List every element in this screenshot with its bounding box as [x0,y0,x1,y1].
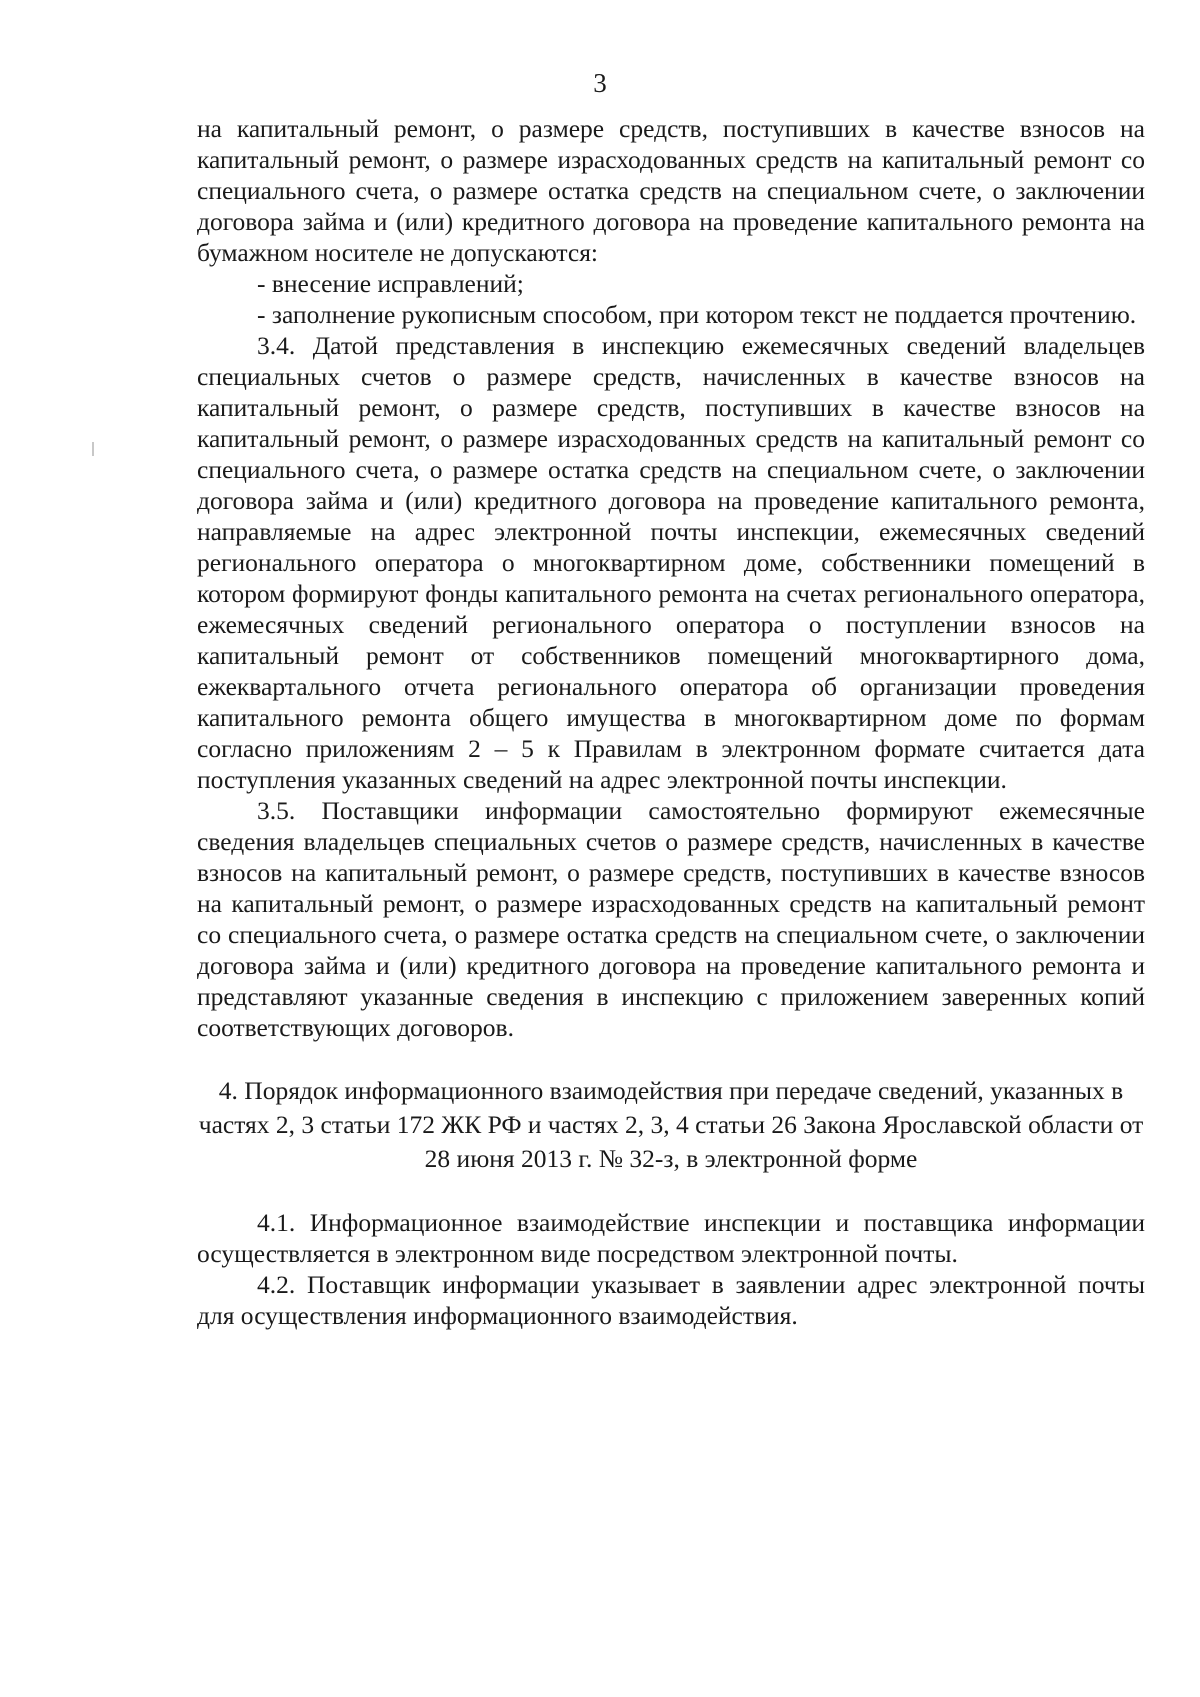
paragraph-continuation: на капитальный ремонт, о размере средств, поступивших в качестве взносов на капитальный ремонт, о размере израсходованных средств на капитальный ремонт со специального счета, о размере остатка средств на специальном счете, о заключении договора займа и (или) кредитного договора на проведение капитального ремонта на бумажном носителе не допускаются: [197,114,1145,267]
clause-4-1: 4.1. Информационное взаимодействие инспекции и поставщика информации осуществляется в электронном виде посредством электронной почты. [197,1208,1145,1268]
clause-3-5: 3.5. Поставщики информации самостоятельно формируют ежемесячные сведения владельцев специальных счетов о размере средств, начисленных в качестве взносов на капитальный ремонт, о размере средств, поступивших в качестве взносов на капитальный ремонт, о размере израсходованных средств на капитальный ремонт со специального счета, о размере остатка средств на специальном счете, о заключении договора займа и (или) кредитного договора на проведение капитального ремонта и представляют указанные сведения в инспекцию с приложением заверенных копий соответствующих договоров. [197,796,1145,1042]
document-body [197,113,1145,1331]
scan-artifact [92,442,94,456]
page-number: 3 [593,68,607,98]
list-item-corrections: - внесение исправлений; [257,269,524,298]
clause-4-2: 4.2. Поставщик информации указывает в заявлении адрес электронной почты для осуществления информационного взаимодействия. [197,1270,1145,1330]
list-item-handwriting: - заполнение рукописным способом, при котором текст не поддается прочтению. [257,300,1137,329]
clause-3-4: 3.4. Датой представления в инспекцию ежемесячных сведений владельцев специальных счетов о размере средств, начисленных в качестве взносов на капитальный ремонт, о размере средств, поступивших в качестве взносов на капитальный ремонт, о размере израсходованных средств на капитальный ремонт со специального счета, о размере остатка средств на специальном счете, о заключении договора займа и (или) кредитного договора на проведение капитального ремонта, направляемые на адрес электронной почты инспекции, ежемесячных сведений регионального оператора о многоквартирном доме, собственники помещений в котором формируют фонды капитального ремонта на счетах регионального оператора, ежемесячных сведений регионального оператора о поступлении взносов на капитальный ремонт от собственников помещений многоквартирного дома, ежеквартального отчета регионального оператора об организации проведения капитального ремонта общего имущества в многоквартирном доме по формам согласно приложениям 2 – 5 к Правилам в электронном формате считается дата поступления указанных сведений на адрес электронной почты инспекции. [197,331,1145,794]
section-4-heading: 4. Порядок информационного взаимодействия при передаче сведений, указанных в частях 2, 3 статьи 172 ЖК РФ и частях 2, 3, 4 статьи 26 Закона Ярославской области от 28 июня 2013 г. № 32-з, в электронной форме [198,1076,1144,1173]
